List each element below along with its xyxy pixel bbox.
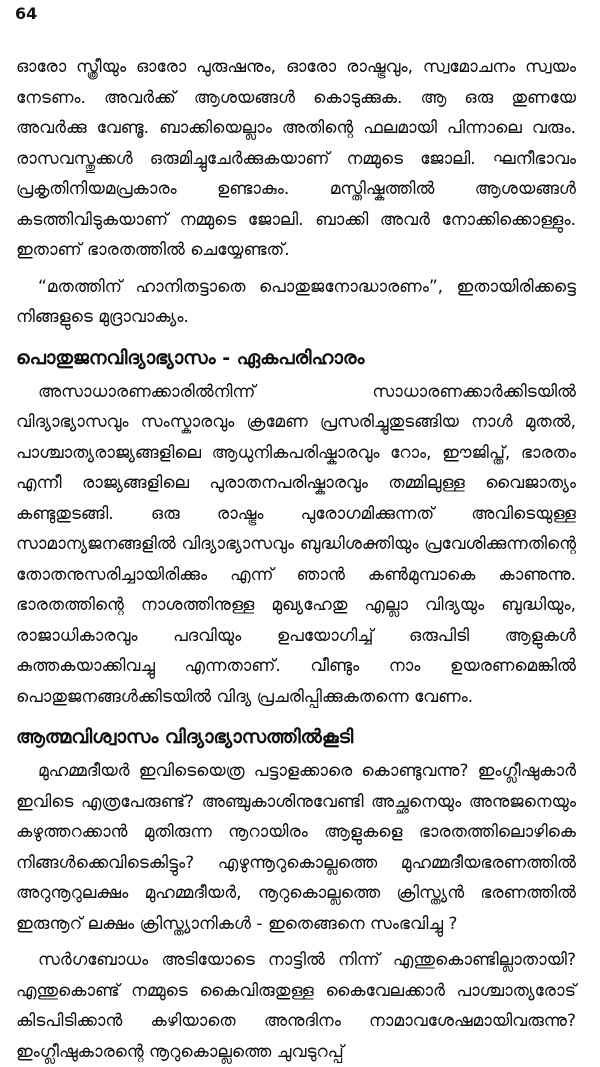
section-heading: പൊതുജനവിദ്യാഭ്യാസം - ഏകപരിഹാരം	[16, 346, 365, 369]
page-number: 64	[15, 4, 38, 23]
motto-paragraph: “മതത്തിന് ഹാനിതട്ടാതെ പൊതുജനോദ്ധാരണം”, ഇതായിരിക്കട്ടെ നിങ്ങളുടെ മുദ്രാവാക്യം.	[16, 276, 576, 327]
page-content	[16, 52, 576, 1067]
intro-paragraph: ഓരോ സ്ത്രീയും ഓരോ പുരുഷനും, ഓരോ രാഷ്ട്രവും, സ്വമോചനം സ്വയം നേടണം. അവർക്ക് ആശയങ്ങൾ കൊടുക്കുക. ആ ഒരു തുണയേ അവർക്കു വേണ്ടൂ. ബാക്കിയെല്ലാം അതിന്റെ ഫലമായി പിന്നാലെ വരും. രാസവസ്തുക്കൾ ഒരുമിച്ചുചേർക്കുകയാണ് നമ്മുടെ ജോലി. ഘനീഭാവം പ്രകൃതിനിയമപ്രകാരം ഉണ്ടാകും. മസ്തിഷ്കത്തിൽ ആശയങ്ങൾ കടത്തിവിടുകയാണ് നമ്മുടെ ജോലി. ബാക്കി അവർ നോക്കിക്കൊള്ളും. ഇതാണ് ഭാരതത്തിൽ ചെയ്യേണ്ടത്.	[16, 57, 576, 260]
section-heading: ആത്മവിശ്വാസം വിദ്യാഭ്യാസത്തിൽകൂടി	[16, 726, 354, 748]
section-paragraph: അസാധാരണക്കാരിൽനിന്ന് സാധാരണക്കാർക്കിടയിൽ വിദ്യാഭ്യാസവും സംസ്കാരവും ക്രമേണ പ്രസരിച്ചുതുടങ്ങിയ നാൾ മുതൽ, പാശ്ചാത്യരാജ്യങ്ങളിലെ ആധുനികപരിഷ്കാരവും റോം, ഈജിപ്ത്, ഭാരതം എന്നീ രാജ്യങ്ങളിലെ പുരാതനപരിഷ്കാരവും തമ്മിലുള്ള വൈജാത്യം കണ്ടുതുടങ്ങി. ഒരു രാഷ്ട്രം പുരോഗമിക്കുന്നത് അവിടെയുള്ള സാമാന്യജനങ്ങളിൽ വിദ്യാഭ്യാസവും ബുദ്ധിശക്തിയും പ്രവേശിക്കുന്നതിന്റെ തോതനുസരിച്ചായിരിക്കും എന്ന് ഞാൻ കൺമുമ്പാകെ കാണുന്നു. ഭാരതത്തിന്റെ നാശത്തിനുള്ള മുഖ്യഹേതു എല്ലാ വിദ്യയും ബുദ്ധിയും, രാജാധികാരവും പദവിയും ഉപയോഗിച്ച് ഒരുപിടി ആളുകൾ കുത്തകയാക്കിവച്ചു എന്നതാണ്. വീണ്ടും നാം ഉയരണമെങ്കിൽ പൊതുജനങ്ങൾക്കിടയിൽ വിദ്യ പ്രചരിപ്പിക്കുകതന്നെ വേണം.	[16, 381, 576, 707]
section-paragraph: മുഹമ്മദീയർ ഇവിടെയെത്ര പട്ടാളക്കാരെ കൊണ്ടുവന്നു? ഇംഗ്ലീഷുകാർ ഇവിടെ എത്രപേരുണ്ട്? അഞ്ചുകാശിനുവേണ്ടി അച്ഛനെയും അനുജനെയും കഴുത്തറക്കാൻ മുതിരുന്ന നൂറായിരം ആളുകളെ ഭാരതത്തിലൊഴികെ നിങ്ങൾക്കെവിടെകിട്ടും? എഴുന്നൂറുകൊല്ലത്തെ മുഹമ്മദീയഭരണത്തിൽ അറുനൂറുലക്ഷം മുഹമ്മദീയർ, നൂറുകൊല്ലത്തെ ക്രിസ്ത്യൻ ഭരണത്തിൽ ഇരുനൂറ് ലക്ഷം ക്രിസ്ത്യാനികൾ - ഇതെങ്ങനെ സംഭവിച്ചു ?	[16, 761, 576, 934]
section-paragraph: സർഗബോധം അടിയോടെ നാട്ടിൽ നിന്ന് എന്തുകൊണ്ടില്ലാതായി? എന്തുകൊണ്ട് നമ്മുടെ കൈവിരുതുള്ള കൈവേലക്കാർ പാശ്ചാത്യരോട് കിടപിടിക്കാൻ കഴിയാതെ അനുദിനം നാമാവശേഷമായിവരുന്നു? ഇംഗ്ലീഷുകാരന്റെ നൂറുകൊല്ലത്തെ ചുവടുറപ്പ്	[16, 950, 576, 1062]
